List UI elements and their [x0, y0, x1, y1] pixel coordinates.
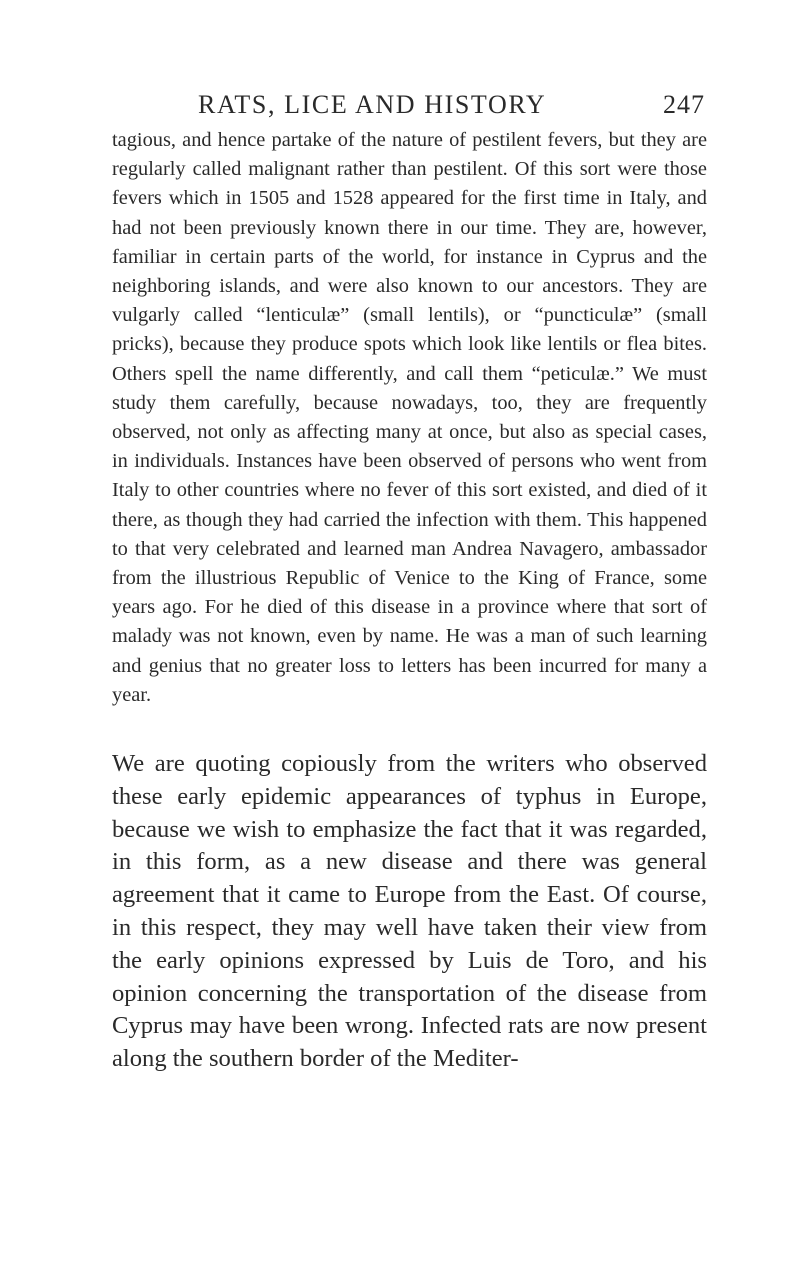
quoted-passage: tagious, and hence partake of the nature of pestilent fevers, but they are regularly called malignant rather than pestilent. Of this sort were those fevers which in 1505 and 1528 appeared for the first time in Italy, and had not been previously known there in our time. They are, however, familiar in certain parts of the world, for instance in Cyprus and the neighboring islands, and were also known to our ancestors. They are vulgarly called “lenticulæ” (small lentils), or “puncticulæ” (small pricks), because they produce spots which look like lentils or flea bites. Others spell the name differently, and call them “peticulæ.” We must study them carefully, because nowadays, too, they are frequently observed, not only as affecting many at once, but also as special cases, in individuals. Instances have been observed of persons who went from Italy to other countries where no fever of this sort existed, and died of it there, as though they had carried the infection with them. This happened to that very celebrated and learned man Andrea Navagero, ambassador from the illustrious Republic of Venice to the King of France, some years ago. For he died of this disease in a province where that sort of malady was not known, even by name. He was a man of such learning and genius that no greater loss to letters has been incurred for many a year. [112, 129, 707, 706]
body-paragraph: We are quoting copiously from the writers who observed these early epidemic appearances of typhus in Europe, because we wish to emphasize the fact that it was regarded, in this form, as a new disease and there was general agreement that it came to Europe from the East. Of course, in this respect, they may well have taken their view from the early opinions expressed by Luis de Toro, and his opinion concerning the transportation of the disease from Cyprus may have been wrong. Infected rats are now present along the southern border of the Mediter- [112, 750, 707, 1073]
running-head [198, 90, 718, 130]
running-title: RATS, LICE AND HISTORY [198, 90, 547, 119]
page-number: 247 [663, 90, 705, 119]
